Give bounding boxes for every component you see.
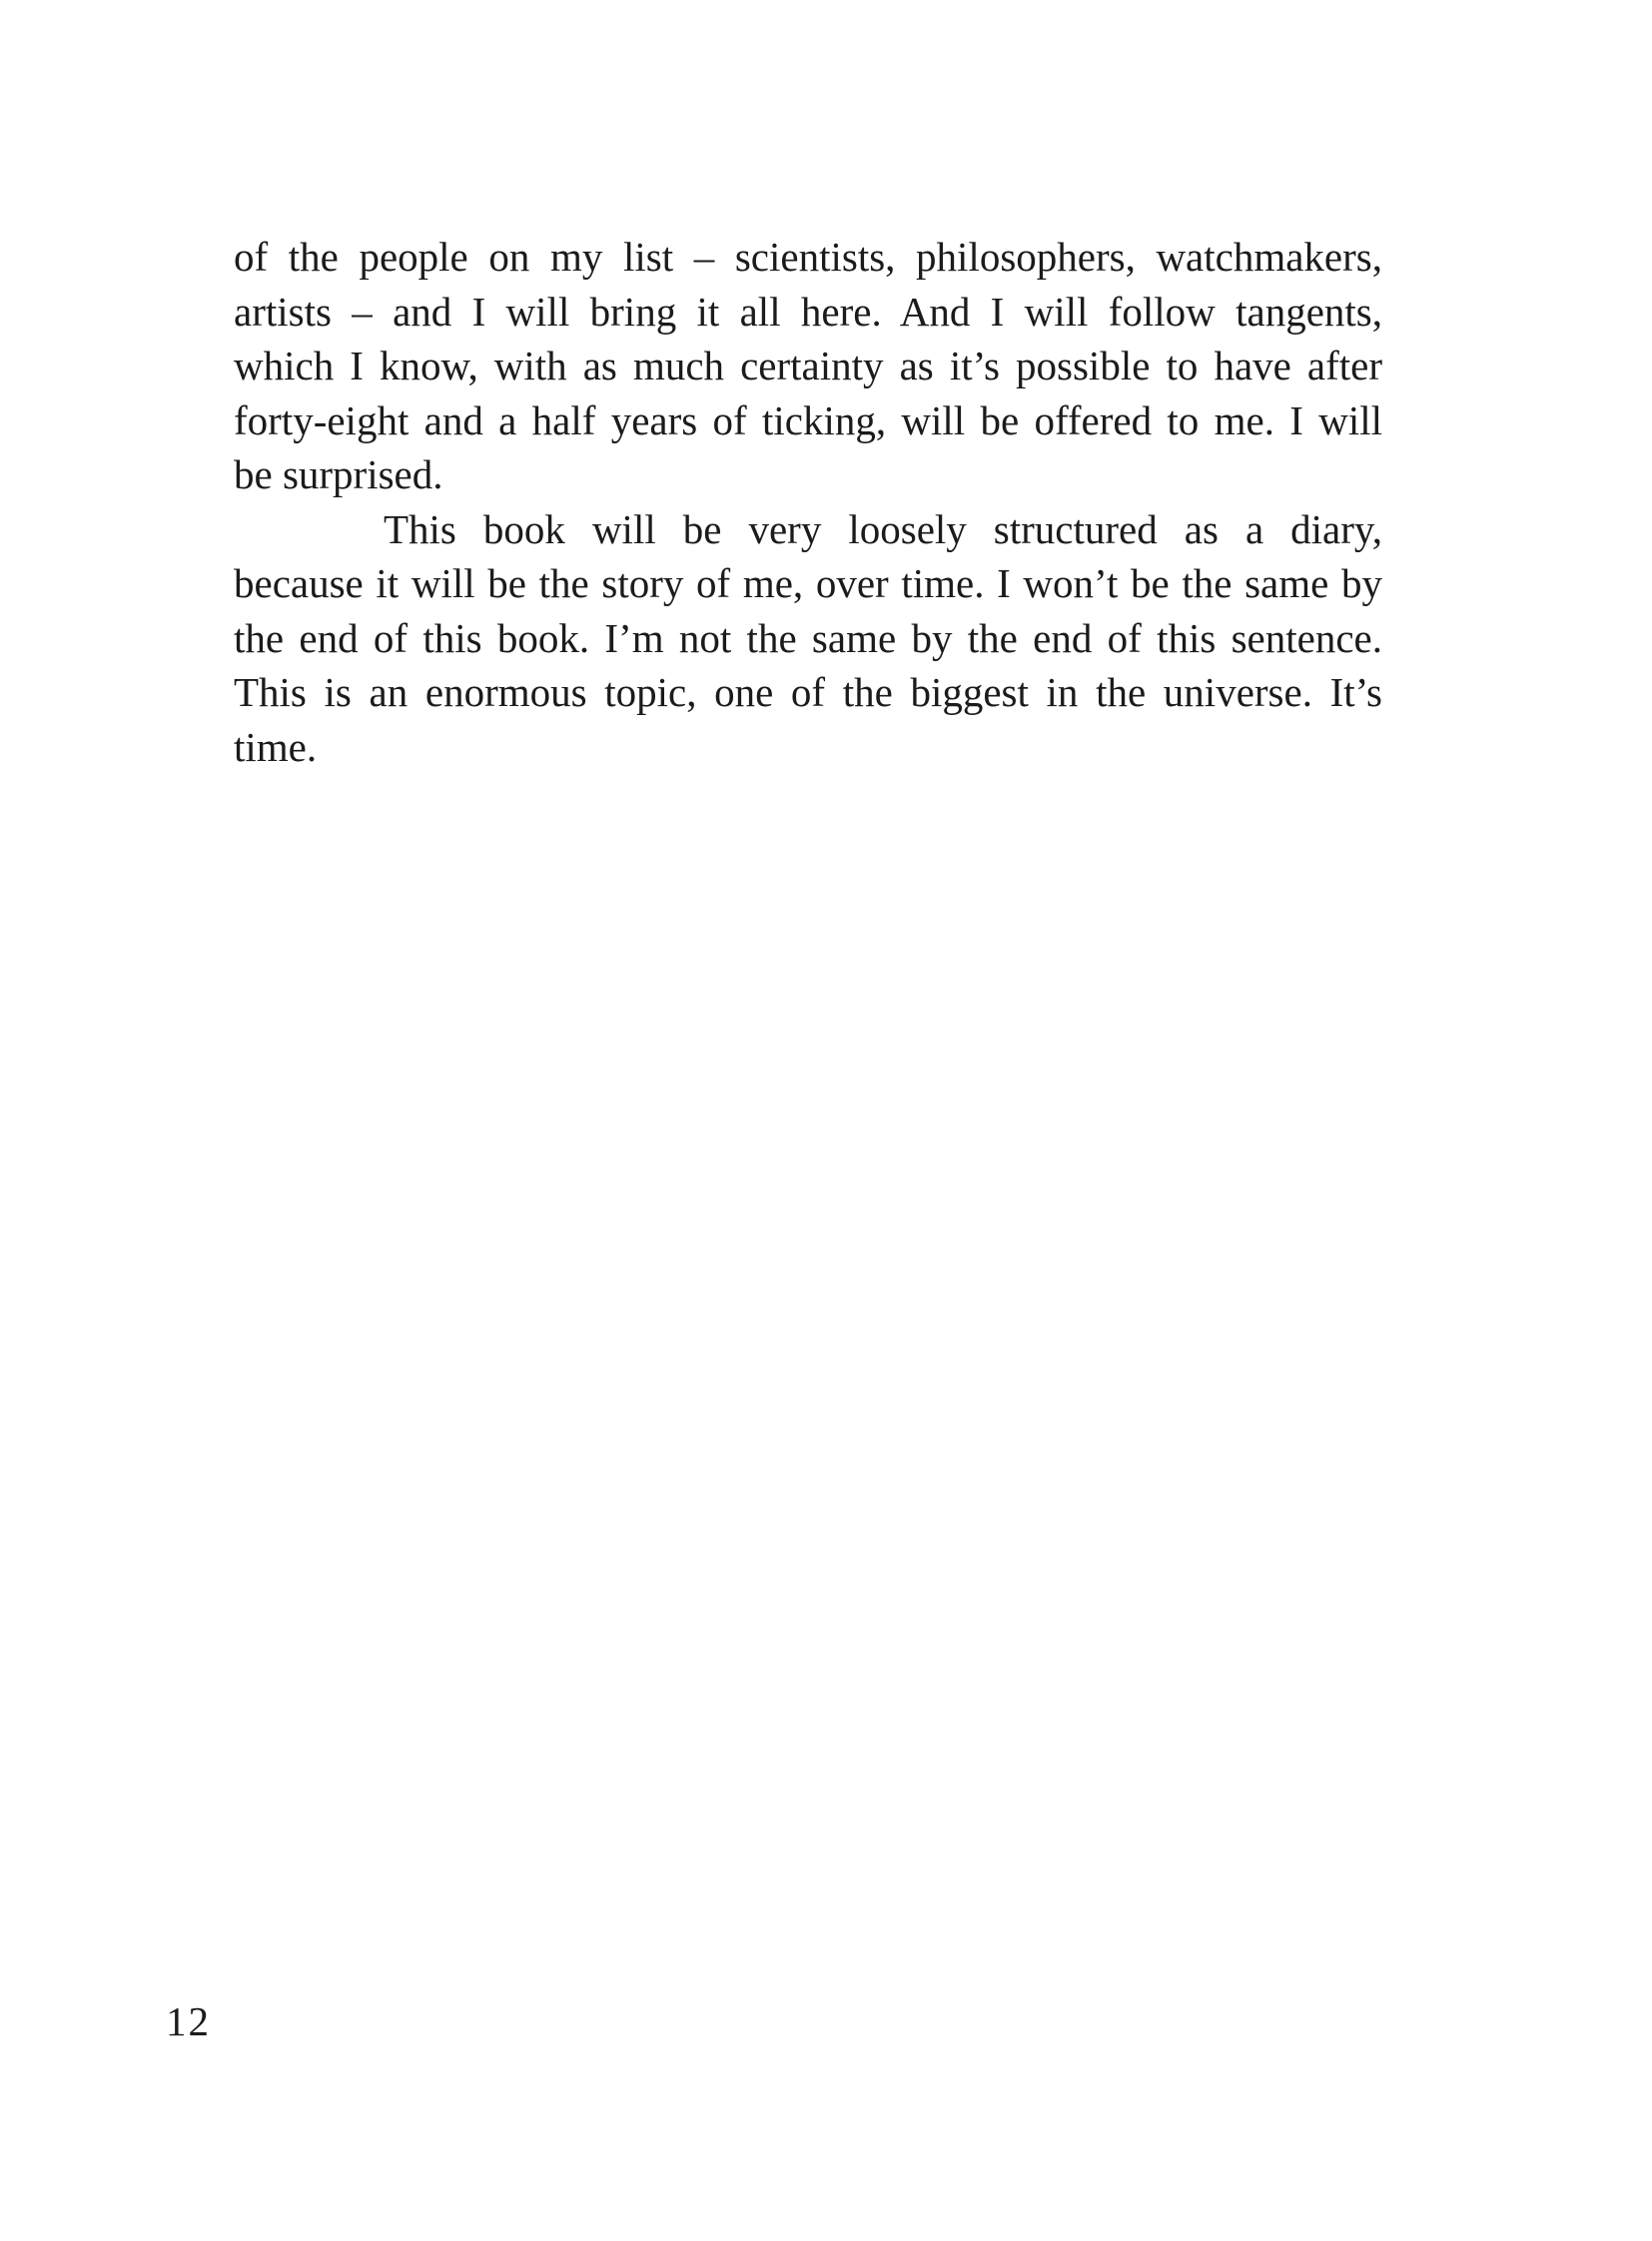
text-line: This is an enormous topic, one of the biggest in the universe. It’s [234,669,1382,715]
paragraph-1 [234,230,1382,502]
text-line: be surprised. [234,451,443,497]
text-line: This book will be very loosely structured as a diary, [384,505,1382,552]
text-line: time. [234,723,318,770]
text-line: because it will be the story of me, over time. I won’t be the same by [234,560,1382,606]
body-text [234,230,1382,774]
text-line: the end of this book. I’m not the same by the end of this sentence. [234,614,1382,661]
text-line: forty-eight and a half years of ticking, will be offered to me. I will [234,396,1382,443]
text-line: which I know, with as much certainty as it’s possible to have after [234,343,1382,388]
text-line: of the people on my list – scientists, philosophers, watchmakers, [234,234,1382,280]
paragraph-2 [234,502,1382,775]
text-line: artists – and I will bring it all here. And I will follow tangents, [234,288,1382,335]
page-number: 12 [166,1998,211,2044]
